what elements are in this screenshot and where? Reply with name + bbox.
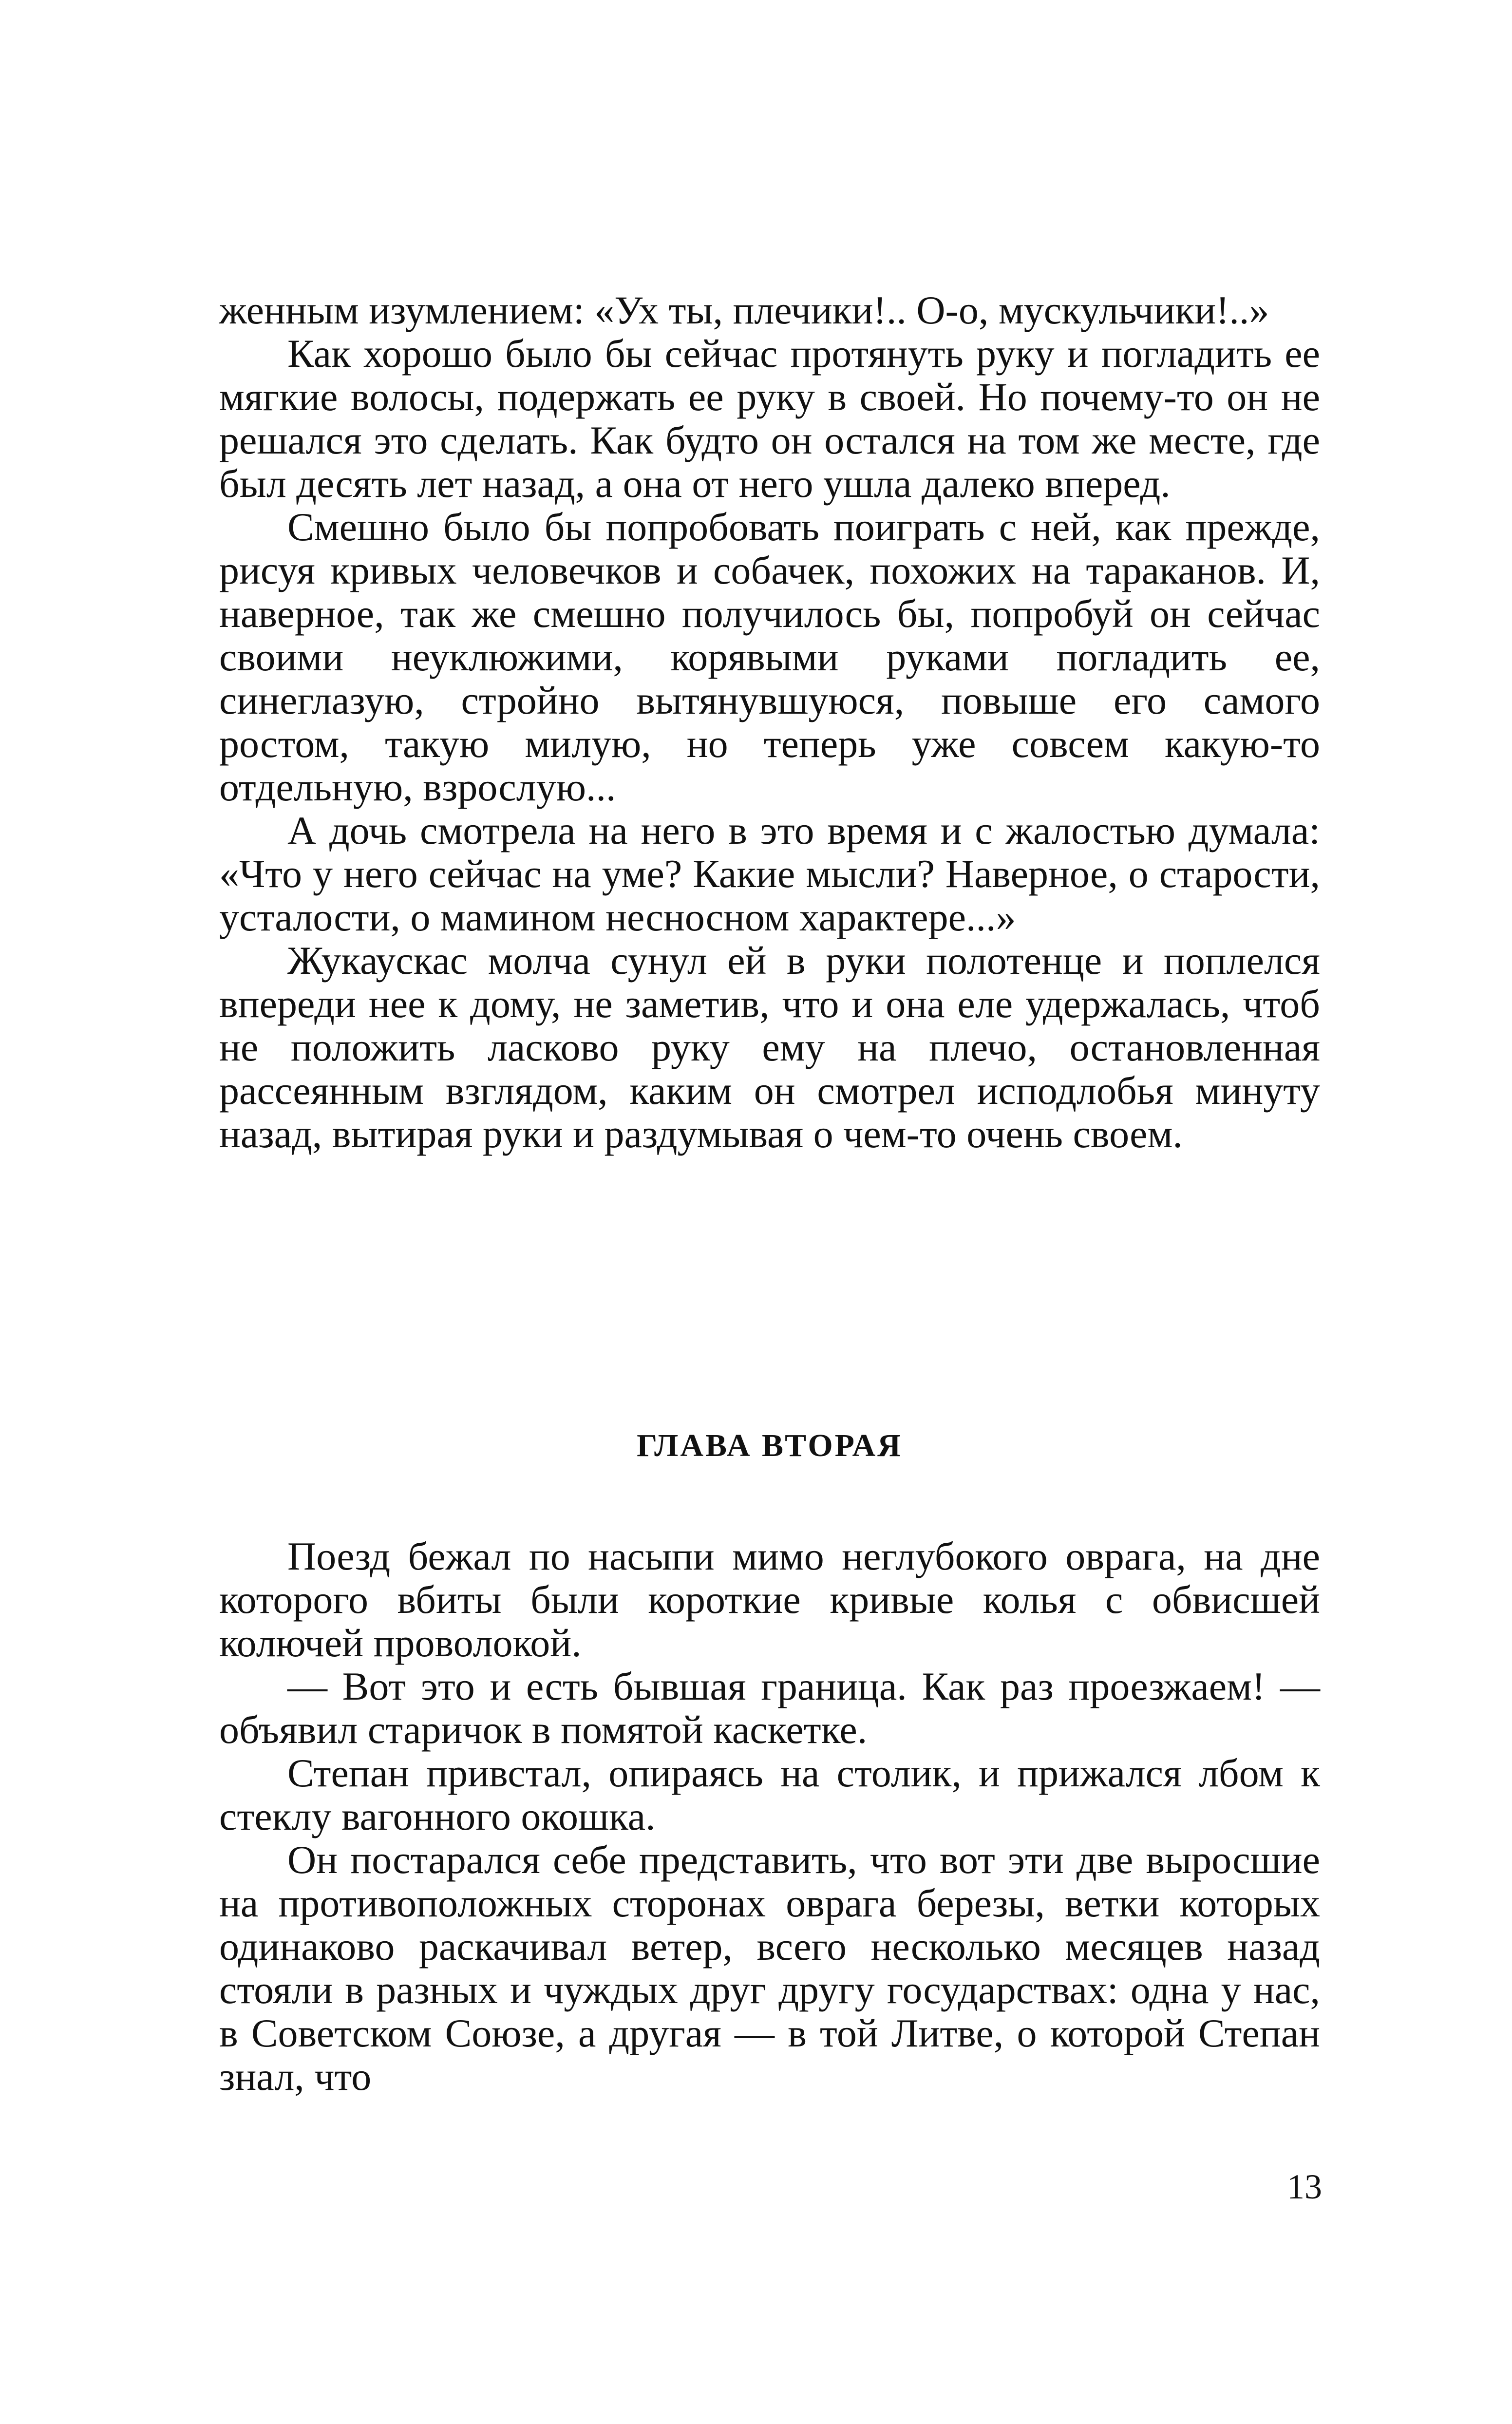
chapter-heading: ГЛАВА ВТОРАЯ xyxy=(637,1428,903,1463)
page-number: 13 xyxy=(1287,2167,1322,2206)
paragraph: Жукаускас молча сунул ей в руки полотенце и поплелся впереди нее к дому, не заметив, что и она еле удержалась, чтоб не положить ласково руку ему на плечо, остановленная рассеянным взглядом, каким он смотрел исподлобья минуту назад, вытирая руки и раздумывая о чем-то очень своем. xyxy=(219,938,1320,1156)
paragraph: Как хорошо было бы сейчас протянуть руку и погладить ее мягкие волосы, подержать ее руку в своей. Но почему-то он не решался это сделать. Как будто он остался на том же месте, где был десять лет назад, а она от него ушла далеко вперед. xyxy=(219,331,1320,506)
paragraph: Смешно было бы попробовать поиграть с ней, как прежде, рисуя кривых человечков и собачек, похожих на тараканов. И, наверное, так же смешно получилось бы, попробуй он сейчас своими неуклюжими, корявыми руками погладить ее, синеглазую, стройно вытянувшуюся, повыше его самого ростом, такую милую, но теперь уже совсем какую-то отдельную, взрослую... xyxy=(219,505,1320,809)
paragraph: женным изумлением: «Ух ты, плечики!.. О-о, мускульчики!..» xyxy=(219,288,1269,332)
paragraph: А дочь смотрела на него в это время и с жалостью думала: «Что у него сейчас на уме? Какие мысли? Наверное, о старости, усталости, о мамином несносном характере...» xyxy=(219,808,1320,939)
paragraph: Он постарался себе представить, что вот эти две выросшие на противоположных сторонах оврага березы, ветки которых одинаково раскачивал ветер, всего несколько месяцев назад стояли в разных и чуждых друг другу государствах: одна у нас, в Советском Союзе, а другая — в той Литве, о которой Степан знал, что xyxy=(219,1837,1320,2099)
paragraph: Степан привстал, опираясь на столик, и прижался лбом к стеклу вагонного окошка. xyxy=(219,1751,1320,1838)
chapter-one-ending xyxy=(219,288,1320,1155)
paragraph: Поезд бежал по насыпи мимо неглубокого оврага, на дне которого вбиты были короткие кривые колья с обвисшей колючей проволокой. xyxy=(219,1534,1320,1665)
paragraph: — Вот это и есть бывшая граница. Как раз проезжаем! — объявил старичок в помятой каскетке. xyxy=(219,1664,1320,1752)
chapter-two-start xyxy=(219,1534,1320,2098)
